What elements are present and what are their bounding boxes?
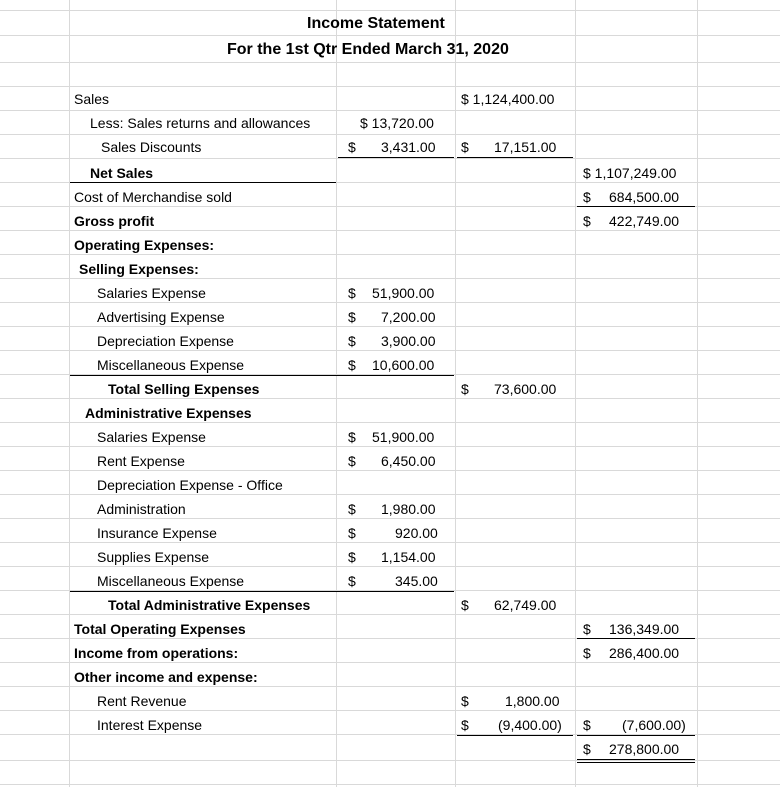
other-heading: Other income and expense:: [74, 669, 258, 685]
advertising-value: 7,200.00: [381, 309, 436, 325]
currency-symbol: $: [461, 139, 469, 155]
column-divider: [69, 0, 70, 787]
total-admin-label: Total Administrative Expenses: [108, 597, 311, 613]
currency-symbol: $: [461, 597, 469, 613]
currency-symbol: $: [348, 333, 356, 349]
gross-profit-label: Gross profit: [74, 213, 155, 229]
net-income-value: 278,800.00: [609, 741, 680, 757]
currency-symbol: $: [583, 741, 591, 757]
advertising-label: Advertising Expense: [97, 309, 225, 325]
discounts-label: Sales Discounts: [101, 139, 202, 155]
administration-value: 1,980.00: [381, 501, 436, 517]
supplies-value: 1,154.00: [381, 549, 436, 565]
row-divider: [0, 86, 780, 87]
selling-misc-value: 10,600.00: [372, 357, 435, 373]
admin-misc-label: Miscellaneous Expense: [97, 573, 245, 589]
page-subtitle: For the 1st Qtr Ended March 31, 2020: [227, 41, 509, 58]
column-divider: [697, 0, 698, 787]
currency-symbol: $: [583, 717, 591, 733]
currency-symbol: $: [348, 573, 356, 589]
returns-label: Less: Sales returns and allowances: [90, 115, 311, 131]
total-admin-value: 62,749.00: [494, 597, 557, 613]
page-title: Income Statement: [307, 15, 445, 32]
rent-expense-label: Rent Expense: [97, 453, 185, 469]
interest-expense-label: Interest Expense: [97, 717, 203, 733]
currency-symbol: $: [348, 501, 356, 517]
selling-misc-label: Miscellaneous Expense: [97, 357, 245, 373]
sales-label: Sales: [74, 91, 110, 107]
selling-salaries-value: 51,900.00: [372, 285, 435, 301]
sales-value: $ 1,124,400.00: [461, 91, 555, 107]
office-depreciation-label: Depreciation Expense - Office: [97, 477, 283, 493]
currency-symbol: $: [348, 285, 356, 301]
currency-symbol: $: [348, 139, 356, 155]
underline: [70, 375, 454, 376]
admin-salaries-label: Salaries Expense: [97, 429, 206, 445]
column-divider: [336, 0, 337, 787]
cogs-label: Cost of Merchandise sold: [74, 189, 232, 205]
currency-symbol: $: [583, 621, 591, 637]
underline: [577, 638, 695, 639]
currency-symbol: $: [348, 309, 356, 325]
currency-symbol: $: [348, 549, 356, 565]
currency-symbol: $: [583, 189, 591, 205]
rent-expense-value: 6,450.00: [381, 453, 436, 469]
currency-symbol: $: [461, 381, 469, 397]
underline: [70, 591, 454, 592]
total-selling-value: 73,600.00: [494, 381, 557, 397]
column-divider: [575, 0, 576, 787]
total-opex-label: Total Operating Expenses: [74, 621, 246, 637]
selling-heading: Selling Expenses:: [79, 261, 199, 277]
currency-symbol: $: [348, 429, 356, 445]
total-opex-value: 136,349.00: [609, 621, 680, 637]
admin-salaries-value: 51,900.00: [372, 429, 435, 445]
currency-symbol: $: [583, 213, 591, 229]
other-net-value: (7,600.00): [622, 717, 686, 733]
underline: [457, 157, 573, 158]
underline: [70, 182, 336, 183]
discounts-value: 3,431.00: [381, 139, 436, 155]
admin-misc-value: 345.00: [395, 573, 438, 589]
discounts-total-value: 17,151.00: [494, 139, 557, 155]
currency-symbol: $: [348, 525, 356, 541]
underline: [577, 735, 695, 736]
rent-revenue-value: 1,800.00: [505, 693, 560, 709]
double-underline: [577, 759, 695, 760]
interest-expense-value: (9,400.00): [498, 717, 562, 733]
admin-heading: Administrative Expenses: [85, 405, 252, 421]
net-sales-value: $ 1,107,249.00: [583, 165, 677, 181]
supplies-label: Supplies Expense: [97, 549, 210, 565]
double-underline: [577, 762, 695, 763]
income-ops-value: 286,400.00: [609, 645, 680, 661]
currency-symbol: $: [461, 717, 469, 733]
opex-heading: Operating Expenses:: [74, 237, 215, 253]
selling-depreciation-value: 3,900.00: [381, 333, 436, 349]
underline: [577, 206, 695, 207]
selling-salaries-label: Salaries Expense: [97, 285, 206, 301]
currency-symbol: $: [348, 453, 356, 469]
rent-revenue-label: Rent Revenue: [97, 693, 187, 709]
insurance-label: Insurance Expense: [97, 525, 217, 541]
gross-profit-value: 422,749.00: [609, 213, 680, 229]
income-ops-label: Income from operations:: [74, 645, 239, 661]
underline: [457, 735, 573, 736]
row-divider: [0, 10, 780, 11]
returns-value: $ 13,720.00: [360, 115, 434, 131]
underline: [338, 157, 454, 158]
administration-label: Administration: [97, 501, 186, 517]
row-divider: [0, 784, 780, 785]
selling-depreciation-label: Depreciation Expense: [97, 333, 234, 349]
insurance-value: 920.00: [395, 525, 438, 541]
row-divider: [0, 62, 780, 63]
currency-symbol: $: [461, 693, 469, 709]
net-sales-label: Net Sales: [90, 165, 154, 181]
currency-symbol: $: [583, 645, 591, 661]
currency-symbol: $: [348, 357, 356, 373]
total-selling-label: Total Selling Expenses: [108, 381, 260, 397]
column-divider: [455, 0, 456, 787]
cogs-value: 684,500.00: [609, 189, 680, 205]
